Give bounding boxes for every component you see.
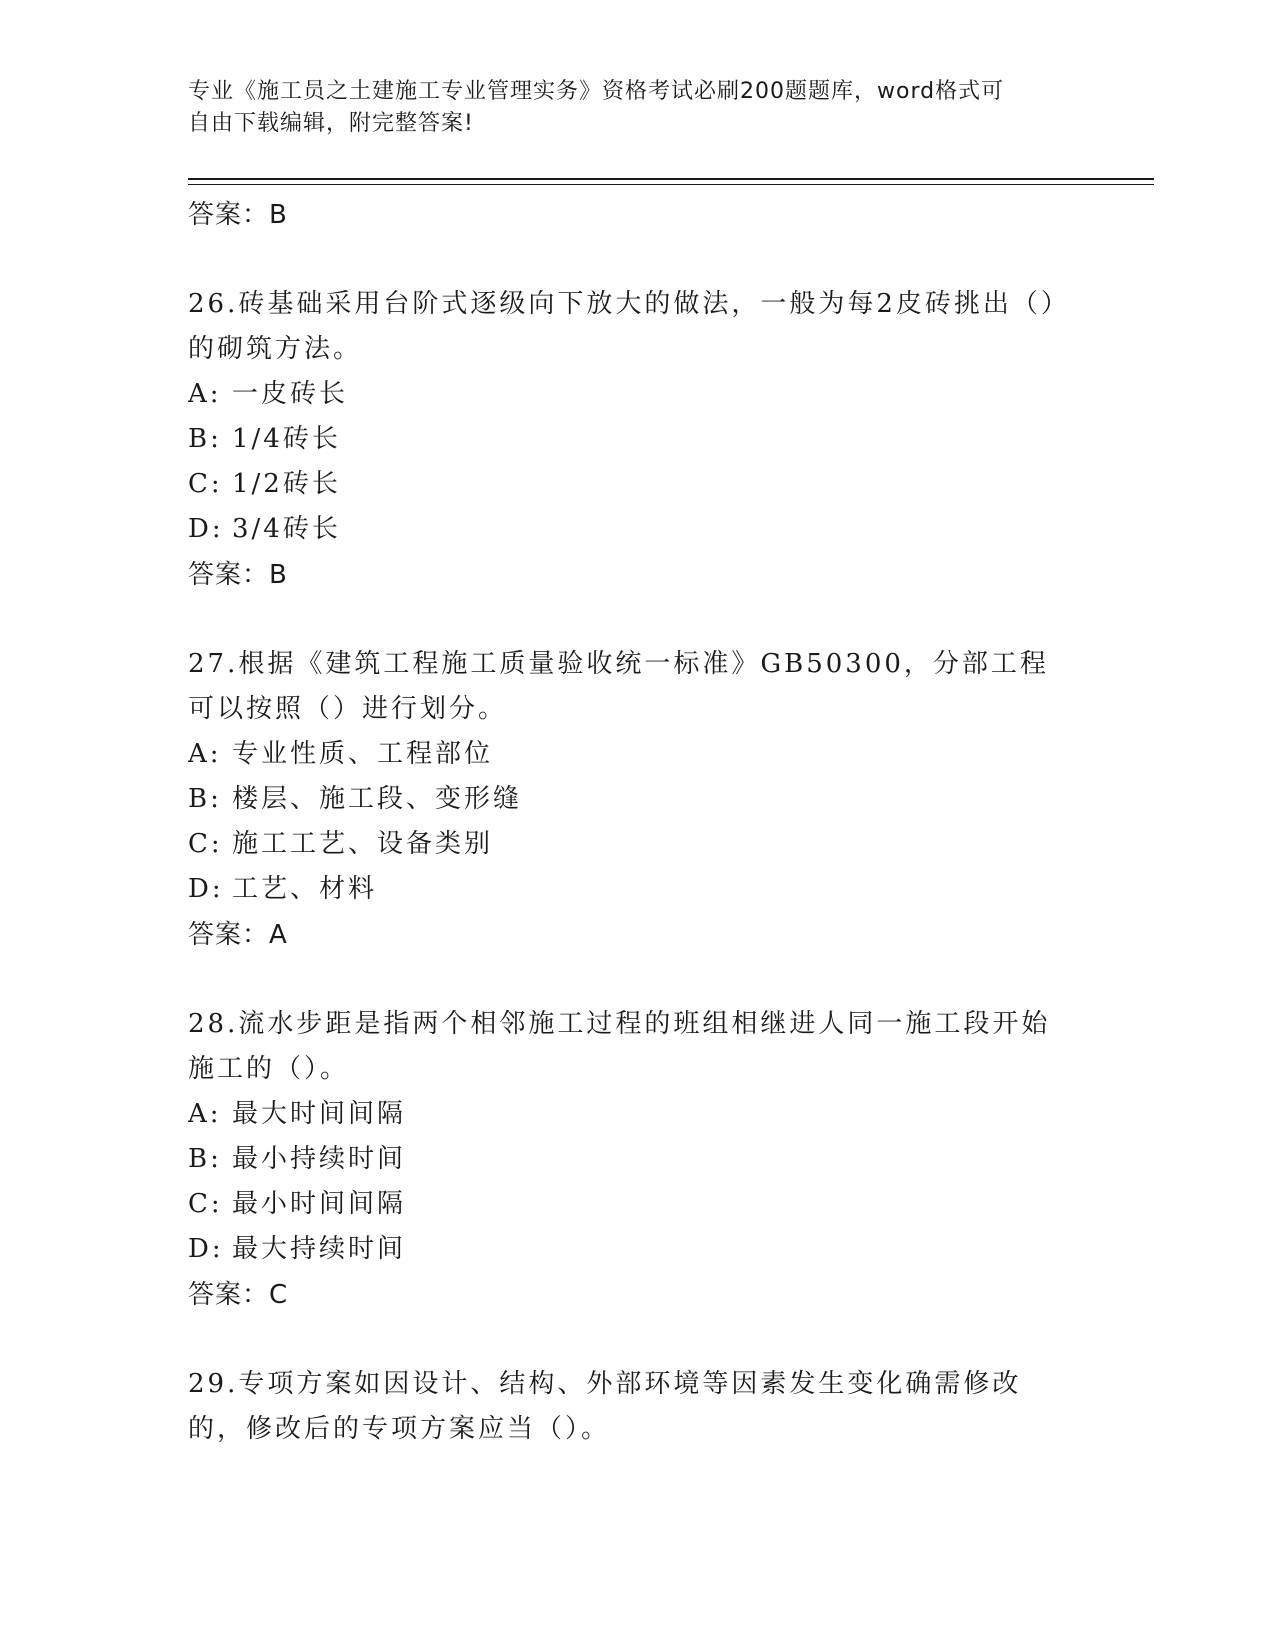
- option-text: 最小持续时间: [232, 1144, 407, 1174]
- option-letter: B:: [188, 424, 222, 454]
- option-letter: B:: [188, 784, 222, 814]
- header-line-2: 自由下载编辑，附完整答案!: [188, 111, 474, 136]
- option-text: 3/4砖长: [232, 514, 341, 544]
- question-27: [188, 642, 1088, 958]
- question-26: [188, 282, 1088, 598]
- option-text: 专业性质、工程部位: [232, 739, 494, 769]
- option-d: [188, 1227, 1088, 1272]
- answer-line: 答案：C: [188, 1280, 289, 1310]
- header-rule-thin: [188, 184, 1154, 185]
- answer-line: 答案：A: [188, 920, 288, 950]
- option-letter: C:: [188, 469, 223, 499]
- document-header: [188, 76, 1068, 140]
- option-letter: C:: [188, 829, 223, 859]
- option-text: 最大时间间隔: [232, 1099, 407, 1129]
- option-d: [188, 867, 1088, 912]
- option-letter: A:: [188, 1099, 222, 1129]
- question-28: [188, 1002, 1088, 1318]
- answer-line: 答案：B: [188, 560, 288, 590]
- option-letter: D:: [188, 514, 224, 544]
- option-b: [188, 1137, 1088, 1182]
- previous-answer: 答案：B: [188, 200, 288, 230]
- option-c: [188, 1182, 1088, 1227]
- question-29: [188, 1362, 1088, 1452]
- option-letter: B:: [188, 1144, 222, 1174]
- option-letter: D:: [188, 1234, 224, 1264]
- option-text: 施工工艺、设备类别: [232, 829, 494, 859]
- header-line-1: 专业《施工员之土建施工专业管理实务》资格考试必刷200题题库，word格式可: [188, 79, 1005, 104]
- option-text: 工艺、材料: [232, 874, 378, 904]
- option-text: 最大持续时间: [232, 1234, 407, 1264]
- option-c: [188, 822, 1088, 867]
- option-text: 最小时间间隔: [232, 1189, 407, 1219]
- option-text: 1/2砖长: [232, 469, 341, 499]
- option-a: [188, 372, 1088, 417]
- option-a: [188, 1092, 1088, 1137]
- document-body: [188, 188, 1088, 1452]
- option-text: 1/4砖长: [232, 424, 341, 454]
- option-b: [188, 417, 1088, 462]
- option-letter: A:: [188, 379, 222, 409]
- option-c: [188, 462, 1088, 507]
- header-rule-thick: [188, 178, 1154, 180]
- option-letter: C:: [188, 1189, 223, 1219]
- option-text: 楼层、施工段、变形缝: [232, 784, 523, 814]
- option-b: [188, 777, 1088, 822]
- option-d: [188, 507, 1088, 552]
- question-stem: 29.专项方案如因设计、结构、外部环境等因素发生变化确需修改的，修改后的专项方案应当（）。: [188, 1369, 1022, 1444]
- question-stem: 28.流水步距是指两个相邻施工过程的班组相继进人同一施工段开始施工的（）。: [188, 1009, 1051, 1084]
- question-stem: 27.根据《建筑工程施工质量验收统一标准》GB50300，分部工程可以按照（）进行划分。: [188, 649, 1049, 724]
- option-a: [188, 732, 1088, 777]
- question-stem: 26.砖基础采用台阶式逐级向下放大的做法，一般为每2皮砖挑出（）的砌筑方法。: [188, 289, 1057, 364]
- option-text: 一皮砖长: [232, 379, 349, 409]
- option-letter: A:: [188, 739, 222, 769]
- option-letter: D:: [188, 874, 224, 904]
